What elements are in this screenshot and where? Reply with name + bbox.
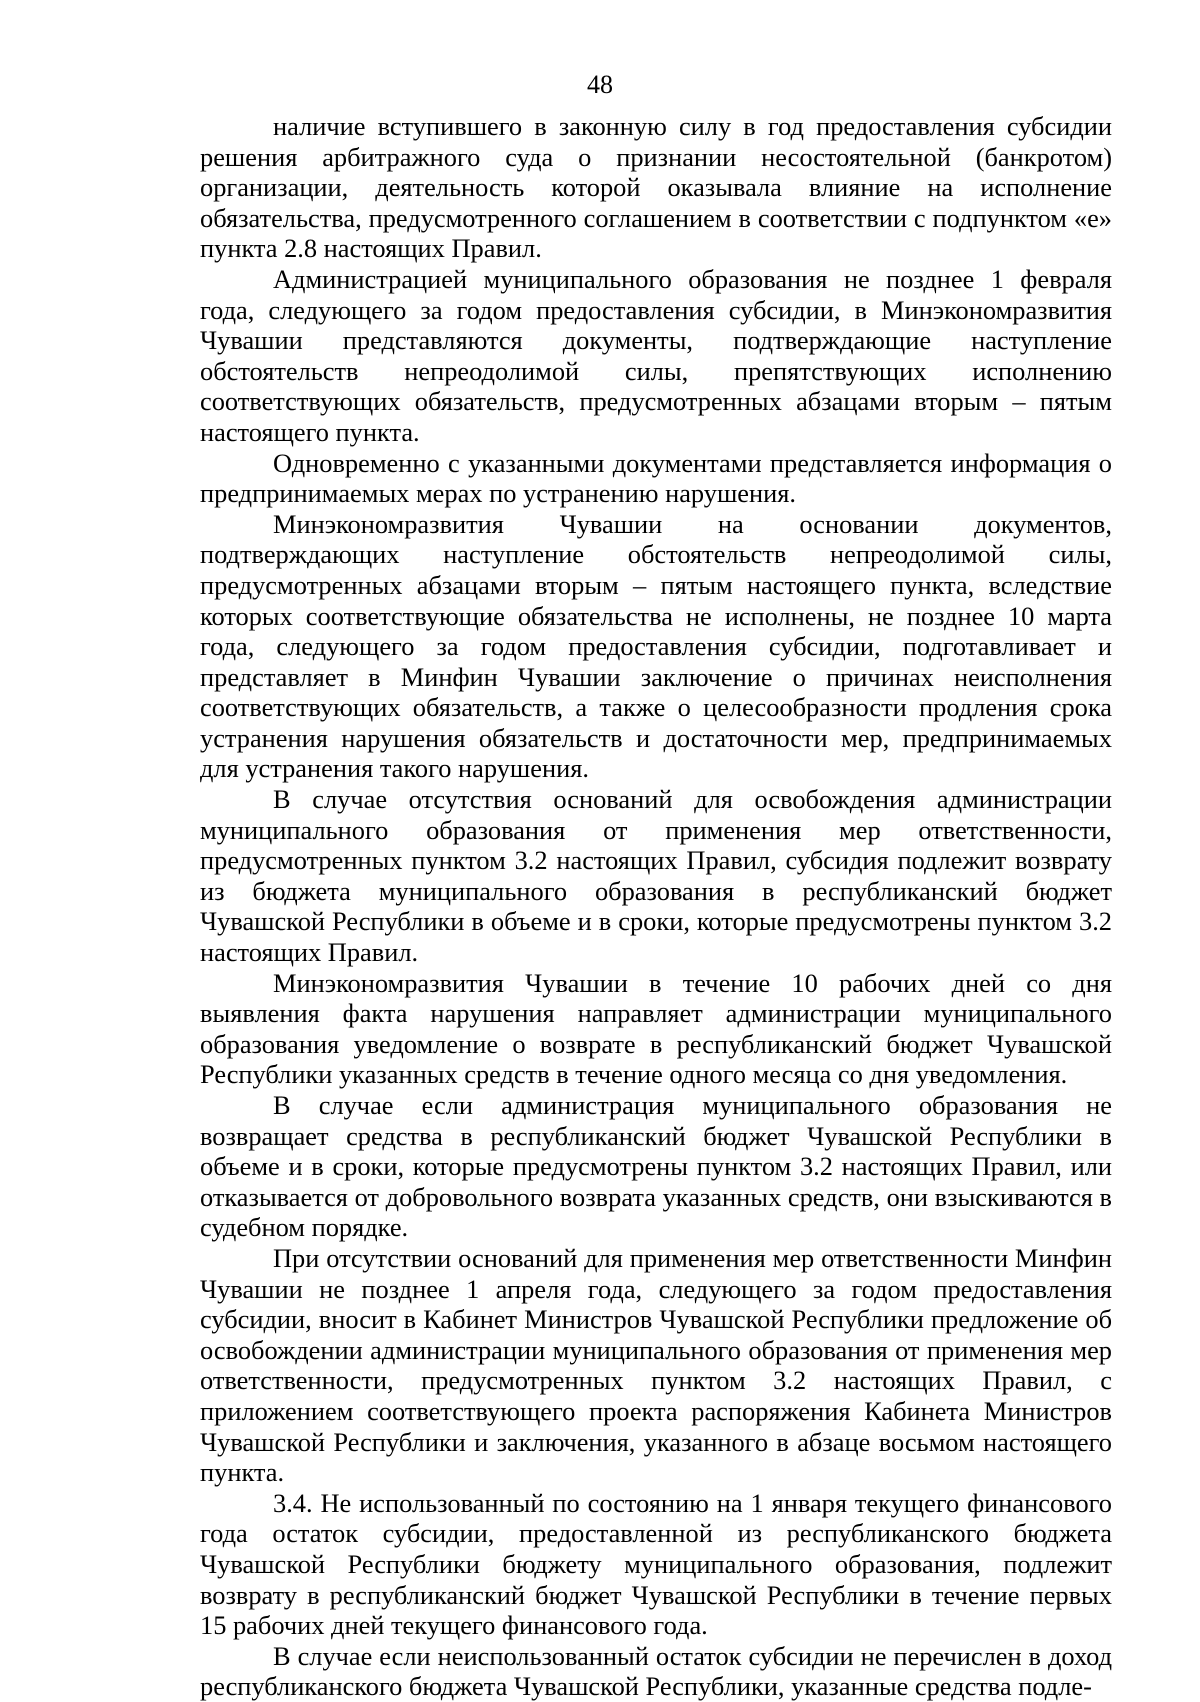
paragraph-9: 3.4. Не использованный по состоянию на 1 января текущего финансового года остаток субсидии, предоставленной из республиканского бюджета Чувашской Республики бюджету муниципального образования, подлежит возврату в республиканский бюджет Чувашской Республики в течение первых 15 рабочих дней текущего финансового года.	[200, 1487, 1112, 1641]
paragraph-1: наличие вступившего в законную силу в год предоставления субсидии решения арбитражного суда о признании несостоятельной (банкротом) организации, деятельность которой оказывала влияние на исполнение обязательства, предусмотренного соглашением в соответствии с подпунктом «е» пункта 2.8 настоящих Правил.	[200, 111, 1112, 264]
paragraph-4: Минэкономразвития Чувашии на основании документов, подтверждающих наступление обстоятельств непреодолимой силы, предусмотренных абзацами вторым – пятым настоящего пункта, вследствие которых соответствующие обязательства не исполнены, не позднее 10 марта года, следующего за годом предоставления субсидии, подготавливает и представляет в Минфин Чувашии заключение о причинах неисполнения соответствующих обязательств, а также о целесообразности продления срока устранения нарушения обязательств и достаточности мер, предпринимаемых для устранения такого нарушения.	[200, 508, 1112, 784]
page-number: 48	[587, 70, 613, 99]
paragraph-10: В случае если неиспользованный остаток субсидии не перечислен в доход республиканского бюджета Чувашской Республики, указанные средства подле-	[200, 1640, 1112, 1702]
paragraph-5: В случае отсутствия оснований для освобождения администрации муниципального образования от применения мер ответственности, предусмотренных пунктом 3.2 настоящих Правил, субсидия подлежит возврату из бюджета муниципального образования в республиканский бюджет Чувашской Республики в объеме и в сроки, которые предусмотрены пунктом 3.2 настоящих Правил.	[200, 784, 1112, 968]
body-text	[200, 111, 1112, 1702]
paragraph-7: В случае если администрация муниципального образования не возвращает средства в республиканский бюджет Чувашской Республики в объеме и в сроки, которые предусмотрены пунктом 3.2 настоящих Правил, или отказывается от добровольного возврата указанных средств, они взыскиваются в судебном порядке.	[200, 1090, 1112, 1243]
paragraph-2: Администрацией муниципального образования не позднее 1 февраля года, следующего за годом предоставления субсидии, в Минэкономразвития Чувашии представляются документы, подтверждающие наступление обстоятельств непреодолимой силы, препятствующих исполнению соответствующих обязательств, предусмотренных абзацами вторым – пятым настоящего пункта.	[200, 263, 1112, 447]
paragraph-6: Минэкономразвития Чувашии в течение 10 рабочих дней со дня выявления факта нарушения направляет администрации муниципального образования уведомление о возврате в республиканский бюджет Чувашской Республики указанных средств в течение одного месяца со дня уведомления.	[200, 967, 1112, 1090]
paragraph-3: Одновременно с указанными документами представляется информация о предпринимаемых мерах по устранению нарушения.	[200, 447, 1112, 509]
paragraph-8: При отсутствии оснований для применения мер ответственности Минфин Чувашии не позднее 1 апреля года, следующего за годом предоставления субсидии, вносит в Кабинет Министров Чувашской Республики предложение об освобождении администрации муниципального образования от применения мер ответственности, предусмотренных пунктом 3.2 настоящих Правил, с приложением соответствующего проекта распоряжения Кабинета Министров Чувашской Республики и заключения, указанного в абзаце восьмом настоящего пункта.	[200, 1242, 1112, 1488]
